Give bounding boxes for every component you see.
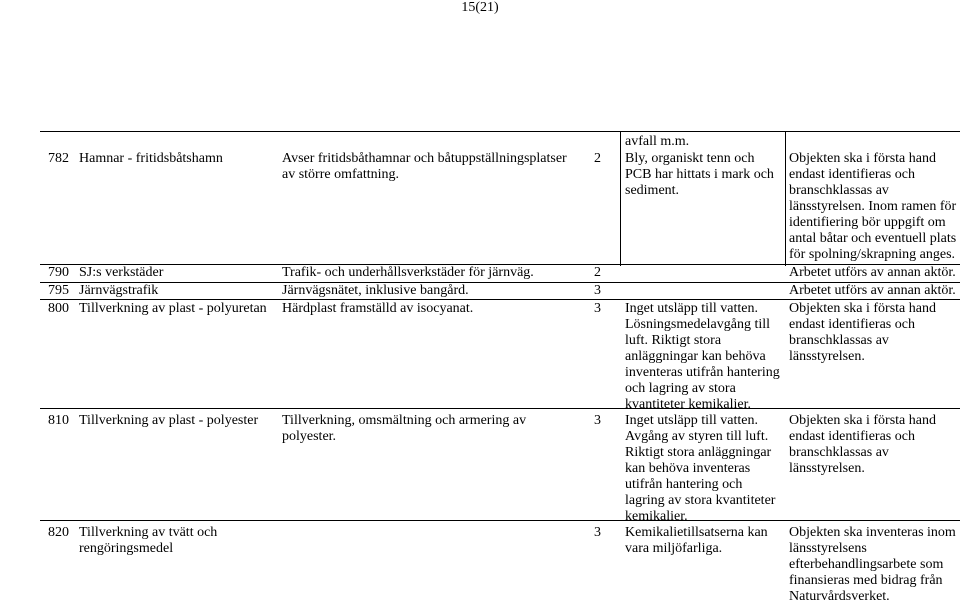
row-comment: Arbetet utförs av annan aktör.: [789, 283, 956, 298]
row-name: Tillverkning av tvätt och rengöringsmedel: [79, 525, 218, 556]
row-name: Hamnar - fritidsbåtshamn: [79, 151, 223, 166]
column-divider: [620, 131, 621, 266]
row-class: 3: [594, 301, 601, 316]
row-description: Härdplast framställd av isocyanat.: [282, 301, 474, 316]
row-code: 782: [48, 151, 69, 166]
row-comment: Objekten ska i första hand endast identifieras och branschklassas av länsstyrelsen.: [789, 413, 936, 476]
row-name: Tillverkning av plast - polyuretan: [79, 301, 267, 316]
row-concern: Kemikalietillsatserna kan vara miljöfarliga.: [625, 525, 768, 556]
continued-fragment: avfall m.m.: [625, 134, 690, 149]
row-concern: Inget utsläpp till vatten. Lösningsmedelavgång till luft. Riktigt stora anläggningar kan behöva inventeras utifrån hantering och lagring av stora kvantiteter kemikalier.: [625, 301, 780, 412]
row-name: SJ:s verkstäder: [79, 265, 164, 280]
row-divider: [40, 520, 960, 521]
row-comment: Objekten ska i första hand endast identifieras och branschklassas av länsstyrelsen. Inom ramen för identifiering bör uppgift om antal båtar och eventuell plats för spolning/skrapning anges.: [789, 151, 957, 262]
page-number: 15(21): [461, 0, 499, 15]
row-class: 2: [594, 151, 601, 166]
row-code: 810: [48, 413, 69, 428]
row-class: 3: [594, 283, 601, 298]
column-divider: [785, 131, 786, 266]
row-comment: Objekten ska inventeras inom länsstyrelsens efterbehandlingsarbete som finansieras med bidrag från Naturvårdsverket.: [789, 525, 956, 604]
row-code: 820: [48, 525, 69, 540]
table-top-border: [40, 131, 960, 132]
row-comment: Objekten ska i första hand endast identifieras och branschklassas av länsstyrelsen.: [789, 301, 936, 364]
row-divider: [40, 299, 960, 300]
row-concern: Inget utsläpp till vatten. Avgång av styren till luft. Riktigt stora anläggningar kan behöva inventeras utifrån hantering och lagring av stora kvantiteter kemikalier.: [625, 413, 776, 524]
row-class: 2: [594, 265, 601, 280]
row-concern: Bly, organiskt tenn och PCB har hittats i mark och sediment.: [625, 151, 774, 198]
row-description: Järnvägsnätet, inklusive bangård.: [282, 283, 469, 298]
row-code: 795: [48, 283, 69, 298]
row-code: 790: [48, 265, 69, 280]
row-comment: Arbetet utförs av annan aktör.: [789, 265, 956, 280]
row-description: Trafik- och underhållsverkstäder för järnväg.: [282, 265, 534, 280]
row-description: Tillverkning, omsmältning och armering av polyester.: [282, 413, 527, 444]
row-class: 3: [594, 525, 601, 540]
row-class: 3: [594, 413, 601, 428]
row-divider: [40, 408, 960, 409]
row-name: Tillverkning av plast - polyester: [79, 413, 259, 428]
row-name: Järnvägstrafik: [79, 283, 159, 298]
row-description: Avser fritidsbåthamnar och båtuppställningsplatser av större omfattning.: [282, 151, 567, 182]
row-code: 800: [48, 301, 69, 316]
